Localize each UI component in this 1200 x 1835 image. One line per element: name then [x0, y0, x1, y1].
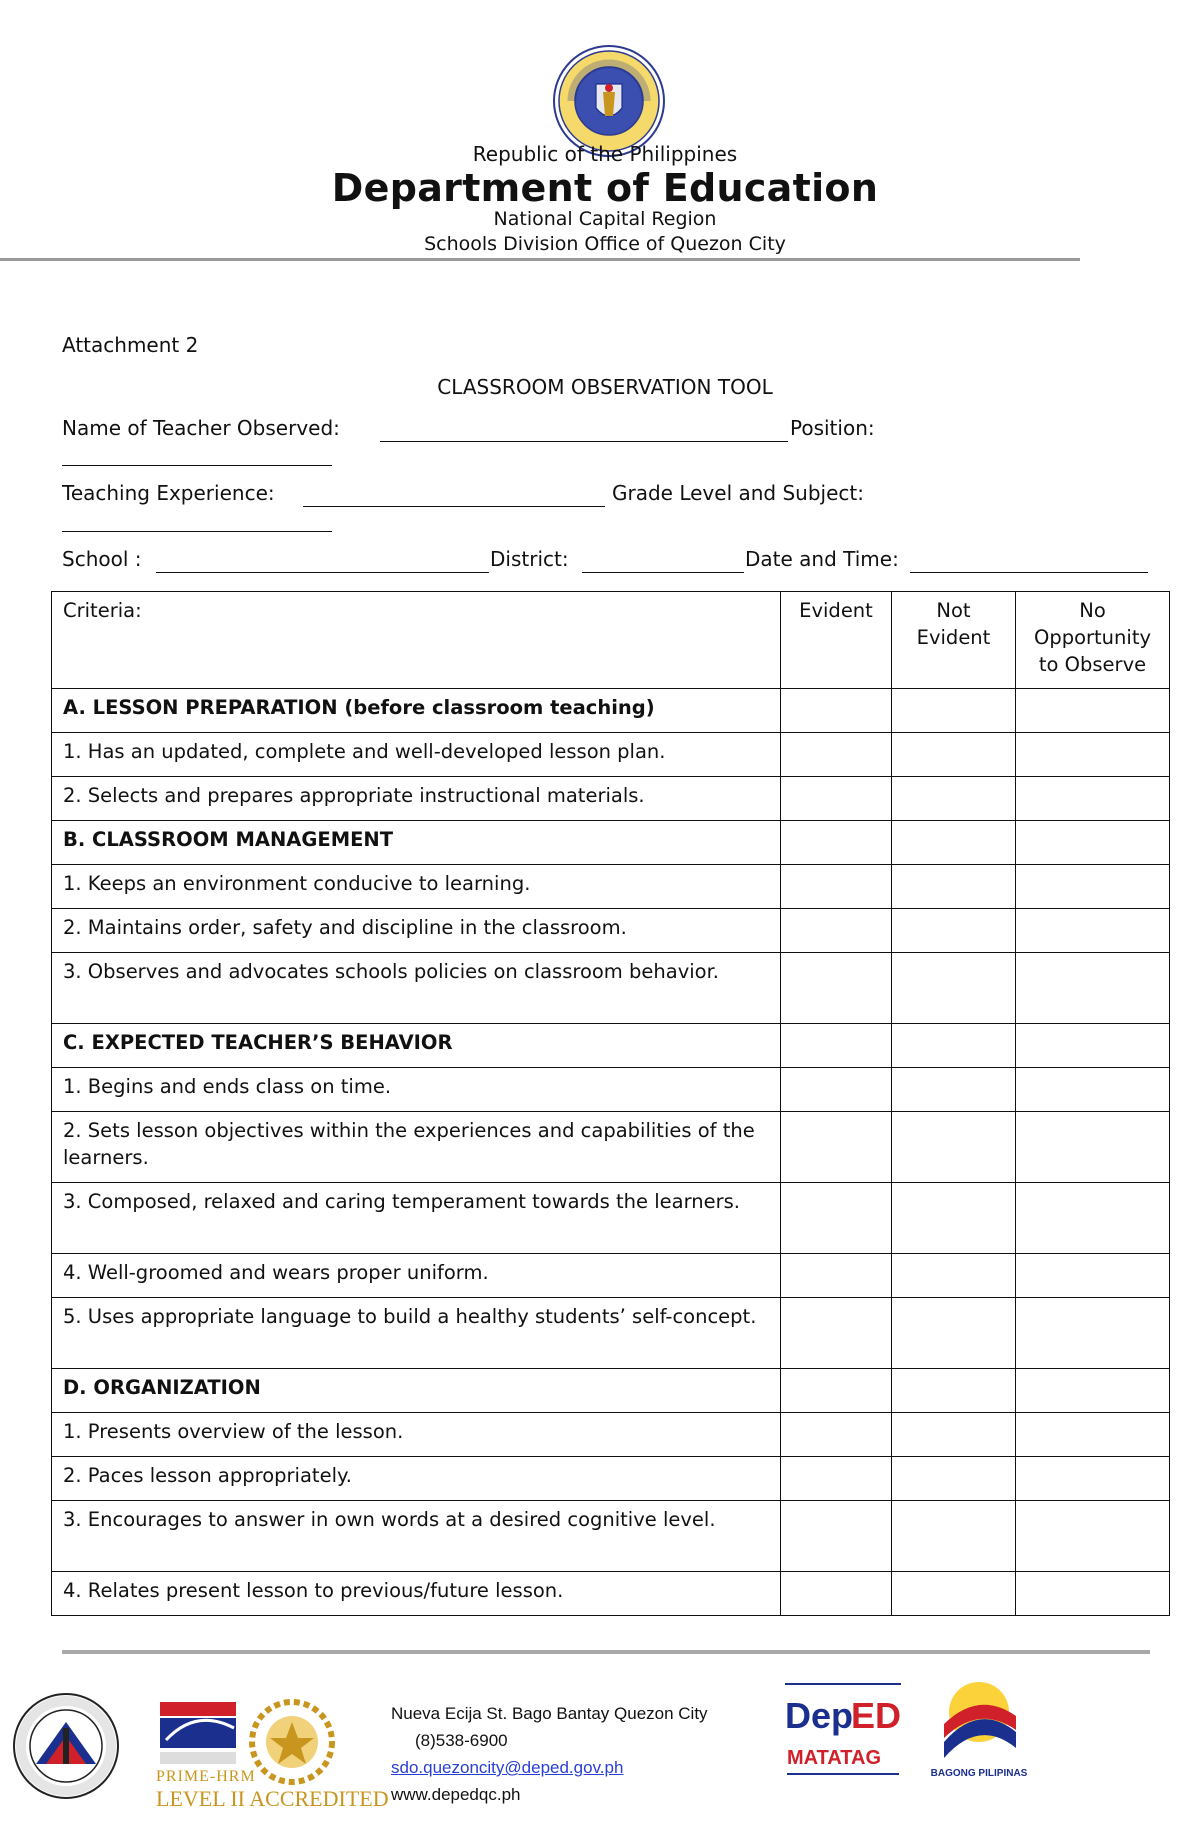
- no-opportunity-cell[interactable]: [1016, 689, 1170, 733]
- criteria-row: [52, 1068, 1170, 1112]
- evident-cell[interactable]: [781, 1369, 892, 1413]
- not-evident-cell[interactable]: [892, 1068, 1016, 1112]
- criteria-text: 5. Uses appropriate language to build a healthy students’ self-concept.: [52, 1298, 781, 1369]
- bagong-pilipinas-logo: [924, 1672, 1034, 1782]
- no-opportunity-cell[interactable]: [1016, 1457, 1170, 1501]
- section-heading: B. CLASSROOM MANAGEMENT: [52, 821, 781, 865]
- grade-level-label: Grade Level and Subject:: [612, 481, 864, 505]
- no-opportunity-cell[interactable]: [1016, 1024, 1170, 1068]
- evident-cell[interactable]: [781, 1572, 892, 1616]
- section-heading: C. EXPECTED TEACHER’S BEHAVIOR: [52, 1024, 781, 1068]
- republic-heading: Republic of the Philippines: [472, 142, 738, 166]
- evident-cell[interactable]: [781, 1254, 892, 1298]
- criteria-text: 3. Composed, relaxed and caring temperament towards the learners.: [52, 1183, 781, 1254]
- criteria-row: [52, 1457, 1170, 1501]
- evident-cell[interactable]: [781, 1413, 892, 1457]
- no-opportunity-cell[interactable]: [1016, 1298, 1170, 1369]
- prime-hrm-award-logo: [246, 1694, 338, 1794]
- criteria-row: [52, 865, 1170, 909]
- teacher-name-label: Name of Teacher Observed:: [62, 416, 340, 440]
- position-field[interactable]: [62, 465, 332, 466]
- observation-table: [51, 591, 1170, 1616]
- grade-level-field[interactable]: [62, 531, 332, 532]
- section-row: [52, 1369, 1170, 1413]
- svg-text:Dep: Dep: [785, 1695, 854, 1736]
- table-header-row: [52, 592, 1170, 689]
- not-evident-cell[interactable]: [892, 865, 1016, 909]
- no-opportunity-cell[interactable]: [1016, 733, 1170, 777]
- criteria-row: [52, 733, 1170, 777]
- criteria-text: 1. Presents overview of the lesson.: [52, 1413, 781, 1457]
- criteria-row: [52, 1183, 1170, 1254]
- no-opportunity-cell[interactable]: [1016, 1183, 1170, 1254]
- criteria-text: 3. Observes and advocates schools policies on classroom behavior.: [52, 953, 781, 1024]
- not-evident-header: Not Evident: [892, 592, 1016, 689]
- evident-cell[interactable]: [781, 1501, 892, 1572]
- no-opportunity-cell[interactable]: [1016, 1572, 1170, 1616]
- no-opportunity-cell[interactable]: [1016, 821, 1170, 865]
- section-row: [52, 689, 1170, 733]
- school-label: School :: [62, 547, 142, 571]
- evident-cell[interactable]: [781, 689, 892, 733]
- evident-cell[interactable]: [781, 821, 892, 865]
- no-opportunity-cell[interactable]: [1016, 1413, 1170, 1457]
- school-field[interactable]: [156, 572, 489, 573]
- svg-text:BAGONG PILIPINAS: BAGONG PILIPINAS: [930, 1768, 1028, 1779]
- evident-cell[interactable]: [781, 909, 892, 953]
- division-heading: Schools Division Office of Quezon City: [424, 233, 786, 255]
- attachment-label: Attachment 2: [62, 333, 199, 357]
- email-link[interactable]: sdo.quezoncity@deped.gov.ph: [391, 1758, 624, 1777]
- address-text: Nueva Ecija St. Bago Bantay Quezon City: [391, 1704, 708, 1723]
- section-row: [52, 821, 1170, 865]
- criteria-text: 1. Has an updated, complete and well-developed lesson plan.: [52, 733, 781, 777]
- region-heading: National Capital Region: [493, 208, 717, 230]
- evident-cell[interactable]: [781, 1183, 892, 1254]
- evident-cell[interactable]: [781, 1298, 892, 1369]
- criteria-row: [52, 953, 1170, 1024]
- contact-block: [391, 1700, 708, 1808]
- criteria-row: [52, 1254, 1170, 1298]
- not-evident-cell[interactable]: [892, 1501, 1016, 1572]
- footer-divider: [62, 1650, 1150, 1654]
- deped-seal-logo: [552, 44, 666, 158]
- criteria-text: 4. Well-groomed and wears proper uniform.: [52, 1254, 781, 1298]
- csc-logo: [156, 1698, 240, 1768]
- not-evident-cell[interactable]: [892, 1298, 1016, 1369]
- criteria-header: Criteria:: [52, 592, 781, 689]
- criteria-text: 4. Relates present lesson to previous/future lesson.: [52, 1572, 781, 1616]
- evident-cell[interactable]: [781, 865, 892, 909]
- section-heading: A. LESSON PREPARATION (before classroom teaching): [52, 689, 781, 733]
- evident-cell[interactable]: [781, 953, 892, 1024]
- not-evident-cell[interactable]: [892, 1183, 1016, 1254]
- not-evident-cell[interactable]: [892, 689, 1016, 733]
- svg-text:MATATAG: MATATAG: [787, 1747, 882, 1769]
- date-time-label: Date and Time:: [745, 547, 899, 571]
- teacher-name-field[interactable]: [380, 441, 788, 442]
- level-accredited-text: LEVEL II ACCREDITED: [156, 1786, 389, 1811]
- not-evident-cell[interactable]: [892, 909, 1016, 953]
- position-label: Position:: [790, 416, 875, 440]
- criteria-row: [52, 1298, 1170, 1369]
- criteria-text: 2. Paces lesson appropriately.: [52, 1457, 781, 1501]
- not-evident-cell[interactable]: [892, 777, 1016, 821]
- sdo-quezon-city-logo: [12, 1692, 120, 1800]
- evident-cell[interactable]: [781, 1024, 892, 1068]
- criteria-text: 3. Encourages to answer in own words at a desired cognitive level.: [52, 1501, 781, 1572]
- evident-cell[interactable]: [781, 1112, 892, 1183]
- phone-text: (8)538-6900: [415, 1731, 508, 1750]
- criteria-row: [52, 1572, 1170, 1616]
- not-evident-cell[interactable]: [892, 1457, 1016, 1501]
- criteria-text: 2. Selects and prepares appropriate instructional materials.: [52, 777, 781, 821]
- no-opportunity-header: No Opportunity to Observe: [1016, 592, 1170, 689]
- teaching-experience-label: Teaching Experience:: [62, 481, 275, 505]
- not-evident-cell[interactable]: [892, 1369, 1016, 1413]
- no-opportunity-cell[interactable]: [1016, 865, 1170, 909]
- not-evident-cell[interactable]: [892, 1413, 1016, 1457]
- criteria-text: 2. Maintains order, safety and discipline in the classroom.: [52, 909, 781, 953]
- no-opportunity-cell[interactable]: [1016, 909, 1170, 953]
- no-opportunity-cell[interactable]: [1016, 1112, 1170, 1183]
- section-heading: D. ORGANIZATION: [52, 1369, 781, 1413]
- criteria-text: 1. Keeps an environment conducive to learning.: [52, 865, 781, 909]
- evident-header: Evident: [781, 592, 892, 689]
- district-field[interactable]: [582, 572, 744, 573]
- criteria-row: [52, 777, 1170, 821]
- no-opportunity-cell[interactable]: [1016, 777, 1170, 821]
- deped-matatag-logo: [783, 1680, 903, 1790]
- criteria-row: [52, 1501, 1170, 1572]
- no-opportunity-cell[interactable]: [1016, 1068, 1170, 1112]
- no-opportunity-cell[interactable]: [1016, 1369, 1170, 1413]
- evident-cell[interactable]: [781, 1068, 892, 1112]
- date-time-field[interactable]: [910, 572, 1148, 573]
- evident-cell[interactable]: [781, 1457, 892, 1501]
- no-opportunity-cell[interactable]: [1016, 1254, 1170, 1298]
- prime-hrm-text: PRIME-HRM: [156, 1768, 256, 1785]
- department-title: Department of Education: [331, 166, 879, 210]
- criteria-row: [52, 909, 1170, 953]
- no-opportunity-cell[interactable]: [1016, 953, 1170, 1024]
- district-label: District:: [490, 547, 569, 571]
- header-divider: [0, 258, 1080, 261]
- criteria-row: [52, 1112, 1170, 1183]
- not-evident-cell[interactable]: [892, 1024, 1016, 1068]
- evident-cell[interactable]: [781, 733, 892, 777]
- section-row: [52, 1024, 1170, 1068]
- teaching-experience-field[interactable]: [303, 506, 605, 507]
- not-evident-cell[interactable]: [892, 1254, 1016, 1298]
- criteria-text: 2. Sets lesson objectives within the experiences and capabilities of the learners.: [52, 1112, 781, 1183]
- criteria-row: [52, 1413, 1170, 1457]
- criteria-text: 1. Begins and ends class on time.: [52, 1068, 781, 1112]
- not-evident-cell[interactable]: [892, 1572, 1016, 1616]
- website-text: www.depedqc.ph: [391, 1785, 521, 1804]
- no-opportunity-cell[interactable]: [1016, 1501, 1170, 1572]
- not-evident-cell[interactable]: [892, 821, 1016, 865]
- form-title: CLASSROOM OBSERVATION TOOL: [437, 375, 773, 399]
- evident-cell[interactable]: [781, 777, 892, 821]
- not-evident-cell[interactable]: [892, 733, 1016, 777]
- not-evident-cell[interactable]: [892, 953, 1016, 1024]
- not-evident-cell[interactable]: [892, 1112, 1016, 1183]
- svg-text:ED: ED: [851, 1695, 902, 1736]
